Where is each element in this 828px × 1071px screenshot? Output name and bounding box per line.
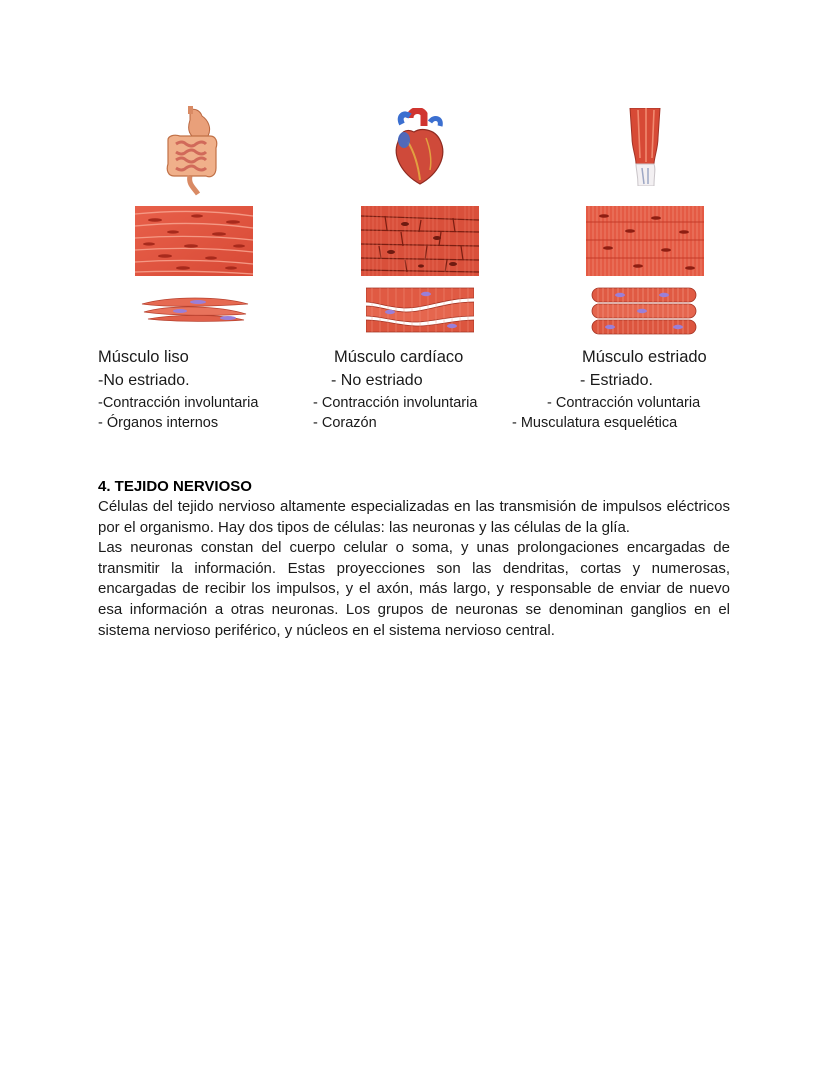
smooth-muscle-cell-image <box>140 294 250 324</box>
skeletal-muscle-tissue-image <box>586 206 704 276</box>
leg-muscle-icon <box>624 108 666 186</box>
skeletal-muscle-location: - Musculatura esquelética <box>512 415 678 431</box>
smooth-muscle-title: Músculo liso <box>98 348 189 366</box>
nervous-tissue-section <box>98 478 730 641</box>
section-heading: 4. TEJIDO NERVIOSO <box>98 478 252 495</box>
section-paragraph-2: Las neuronas constan del cuerpo celular o soma, y unas prolongaciones encargadas de transmitir la información. Estas proyecciones son las dendritas, cortas y numerosas, encargadas de recibir los impulsos, y el axón, más largo, y responsable de enviar de nuevo esa información a otras neuronas. Los grupos de neuronas se denominan ganglios en el sistema nervioso periférico, y núcleos en el sistema nervioso central. <box>98 539 730 639</box>
heart-icon <box>390 108 448 188</box>
cardiac-muscle-striation: - No estriado <box>331 372 423 389</box>
skeletal-muscle-striation: - Estriado. <box>580 372 653 389</box>
stomach-intestine-icon <box>160 106 222 196</box>
skeletal-muscle-cell-image <box>590 286 698 336</box>
smooth-muscle-contraction: -Contracción involuntaria <box>98 395 259 411</box>
smooth-muscle-tissue-image <box>135 206 253 276</box>
smooth-muscle-location: - Órganos internos <box>98 415 219 431</box>
skeletal-muscle-title: Músculo estriado <box>582 348 707 366</box>
cardiac-muscle-tissue-image <box>361 206 479 276</box>
cardiac-muscle-cell-image <box>366 284 474 336</box>
cardiac-muscle-location: - Corazón <box>313 415 377 431</box>
cardiac-muscle-title: Músculo cardíaco <box>334 348 464 366</box>
skeletal-muscle-contraction: - Contracción voluntaria <box>547 395 701 411</box>
smooth-muscle-striation: -No estriado. <box>98 372 190 389</box>
section-paragraph-1: Células del tejido nervioso altamente especializadas en las transmisión de impulsos eléctricos por el organismo. Hay dos tipos de células: las neuronas y las células de la glía. <box>98 498 730 536</box>
cardiac-muscle-contraction: - Contracción involuntaria <box>313 395 478 411</box>
